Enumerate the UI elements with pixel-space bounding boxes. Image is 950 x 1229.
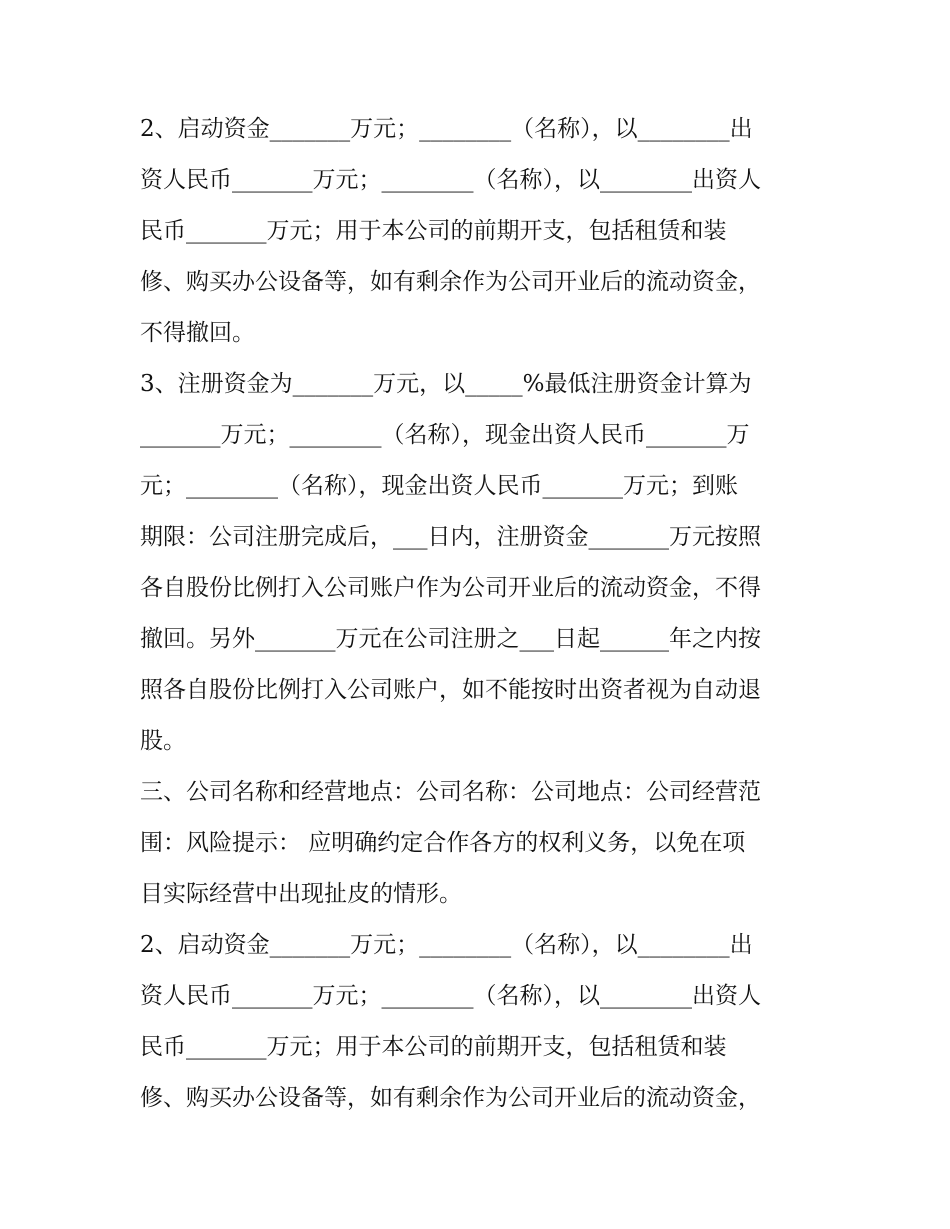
text-line: 元；________（名称），现金出资人民币_______万元；到账	[140, 473, 738, 499]
text-line: 目实际经营中出现扯皮的情形。	[140, 881, 462, 907]
text-line: 期限：公司注册完成后，___日内，注册资金_______万元按照	[140, 524, 761, 550]
text-line: 2、启动资金_______万元；________（名称），以________出	[140, 116, 753, 142]
text-line: 照各自股份比例打入公司账户，如不能按时出资者视为自动退	[140, 677, 761, 703]
text-line: 修、购买办公设备等，如有剩余作为公司开业后的流动资金，	[140, 269, 761, 295]
text-line: 3、注册资金为_______万元，以_____%最低注册资金计算为	[140, 371, 752, 397]
text-line: 资人民币_______万元；________（名称），以________出资人	[140, 983, 761, 1009]
text-line: 围：风险提示： 应明确约定合作各方的权利义务，以免在项	[140, 830, 746, 856]
text-line: 2、启动资金_______万元；________（名称），以________出	[140, 932, 753, 958]
text-line: 撤回。另外_______万元在公司注册之___日起______年之内按	[140, 626, 761, 652]
text-line: 股。	[140, 728, 186, 754]
text-line: 三、公司名称和经营地点：公司名称：公司地点：公司经营范	[140, 779, 761, 805]
text-line: 民币_______万元；用于本公司的前期开支，包括租赁和装	[140, 218, 727, 244]
text-line: 各自股份比例打入公司账户作为公司开业后的流动资金，不得	[140, 575, 761, 601]
text-line: 资人民币_______万元；________（名称），以________出资人	[140, 167, 761, 193]
text-line: 修、购买办公设备等，如有剩余作为公司开业后的流动资金，	[140, 1085, 761, 1111]
text-line: _______万元；________（名称），现金出资人民币_______万	[140, 422, 750, 448]
text-line: 民币_______万元；用于本公司的前期开支，包括租赁和装	[140, 1034, 727, 1060]
document-body	[140, 104, 820, 1124]
text-line: 不得撤回。	[140, 320, 255, 346]
